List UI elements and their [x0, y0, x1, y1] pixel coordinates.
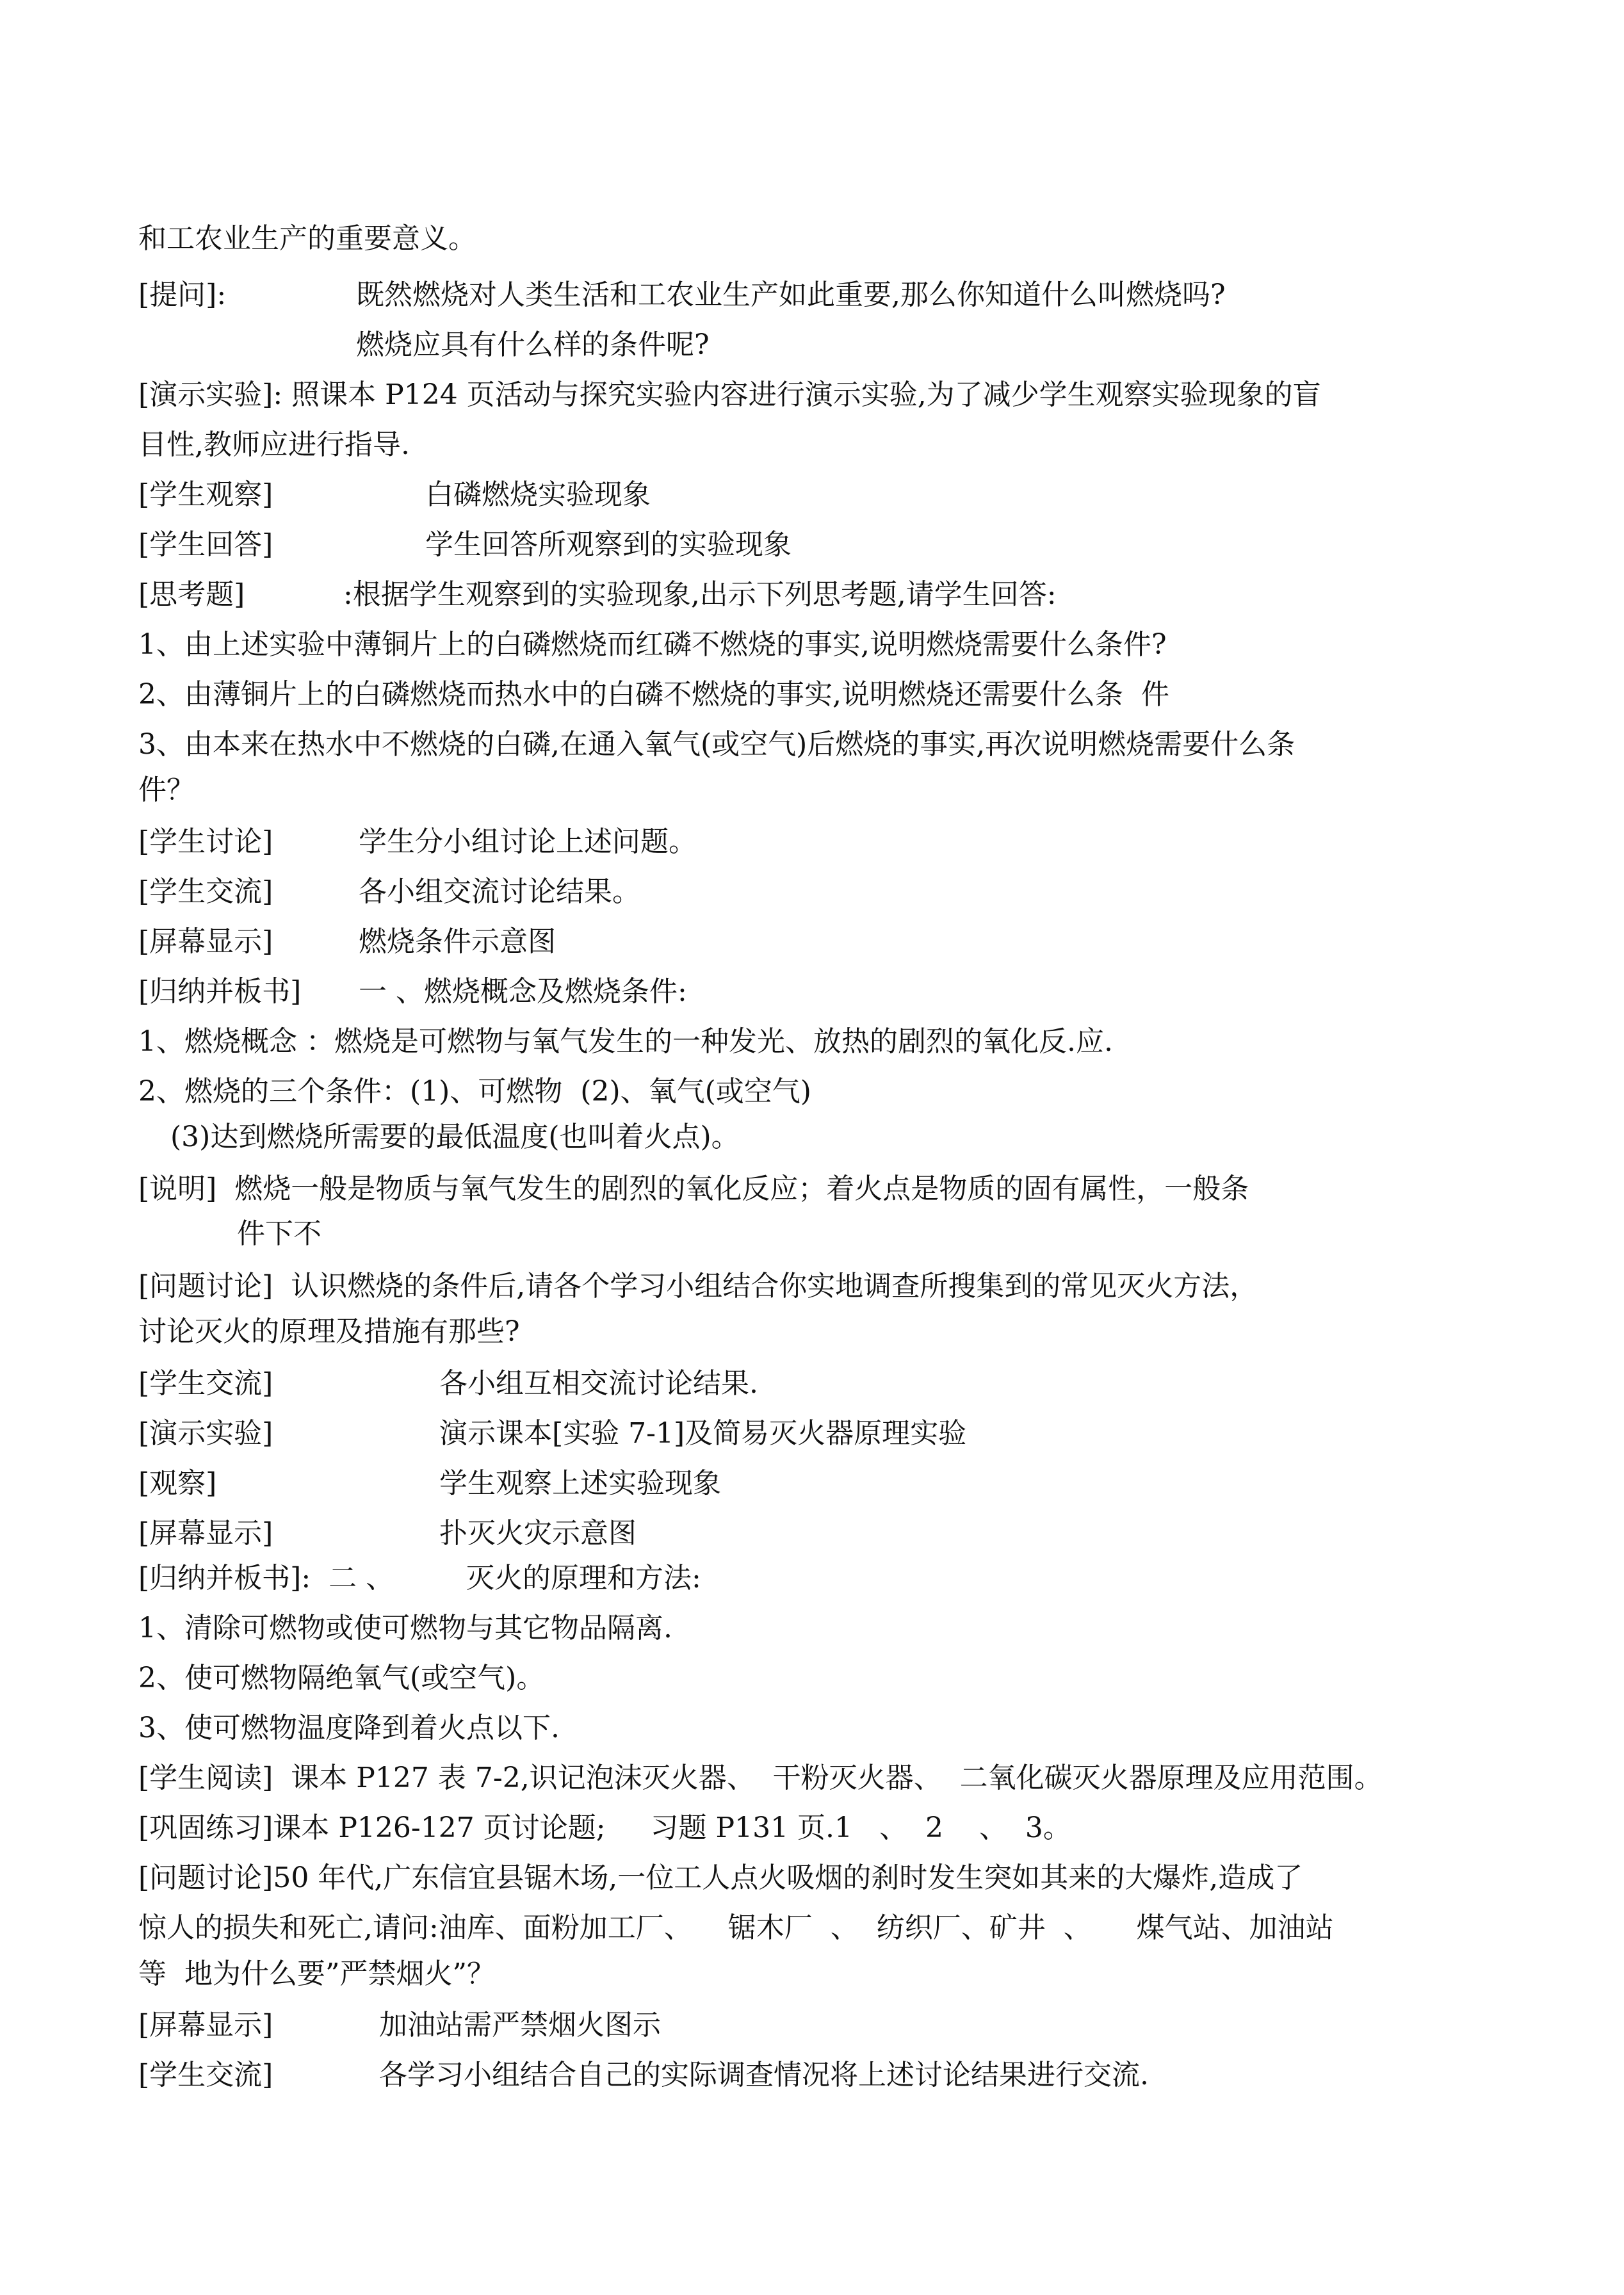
label-screen-display: [屏幕显示]: [138, 2009, 273, 2041]
text-line: 各小组交流讨论结果。: [359, 875, 640, 908]
label-student-answer: [学生回答]: [138, 528, 273, 561]
label-screen-display: [屏幕显示]: [138, 925, 273, 958]
text-line: [巩固练习]课本 P126-127 页讨论题; 习题 P131 页.1 、 2 、 3。: [138, 1812, 1071, 1844]
label-student-exchange: [学生交流]: [138, 2059, 273, 2091]
label-student-exchange: [学生交流]: [138, 875, 273, 908]
text-line: [说明] 燃烧一般是物质与氧气发生的剧烈的氧化反应；着火点是物质的固有属性，一般条: [138, 1172, 1249, 1205]
label-observe: [观察]: [138, 1467, 217, 1500]
text-line: 1、燃烧概念 ：燃烧是可燃物与氧气发生的一种发光、放热的剧烈的氧化反.应.: [138, 1025, 1113, 1058]
section-heading: 一 、燃烧概念及燃烧条件:: [359, 975, 687, 1008]
text-line: 件下不: [237, 1217, 321, 1250]
label-student-observe: [学生观察]: [138, 478, 273, 511]
text-line: 讨论灭火的原理及措施有那些?: [138, 1315, 520, 1348]
text-line: 学生观察上述实验现象: [439, 1467, 721, 1500]
text-line: 和工农业生产的重要意义。: [138, 222, 476, 255]
text-line: 燃烧应具有什么样的条件呢?: [356, 328, 710, 361]
label-screen-display: [屏幕显示]: [138, 1517, 273, 1550]
text-line: [问题讨论] 认识燃烧的条件后,请各个学习小组结合你实地调查所搜集到的常见灭火方法，: [138, 1270, 1258, 1302]
text-line: 学生分小组讨论上述问题。: [359, 825, 697, 858]
text-line: 1、清除可燃物或使可燃物与其它物品隔离.: [138, 1612, 672, 1644]
text-line: 目性,教师应进行指导.: [138, 428, 410, 461]
label-student-discuss: [学生讨论]: [138, 825, 273, 858]
text-line: 2、燃烧的三个条件：(1)、可燃物 (2)、氧气(或空气): [138, 1075, 811, 1108]
label-summary: [归纳并板书]: [138, 975, 302, 1008]
text-line: 学生回答所观察到的实验现象: [425, 528, 792, 561]
text-line: 2、由薄铜片上的白磷燃烧而热水中的白磷不燃烧的事实,说明燃烧还需要什么条 件: [138, 678, 1169, 711]
text-line: 白磷燃烧实验现象: [425, 478, 651, 511]
label-summary: [归纳并板书]: 二 、: [138, 1562, 394, 1594]
label-question: [提问]:: [138, 279, 227, 311]
text-line: [学生阅读] 课本 P127 表 7-2,识记泡沫灭火器、 干粉灭火器、 二氧化碳灭火器原理及应用范围。: [138, 1762, 1383, 1794]
text-line: 等 地为什么要”严禁烟火”？: [138, 1958, 495, 1990]
text-line: :根据学生观察到的实验现象,出示下列思考题,请学生回答:: [343, 578, 1057, 611]
text-line: 件？: [138, 774, 195, 806]
text-line: 1、由上述实验中薄铜片上的白磷燃烧而红磷不燃烧的事实,说明燃烧需要什么条件?: [138, 628, 1167, 661]
text-line: [问题讨论]50 年代,广东信宜县锯木场,一位工人点火吸烟的刹时发生突如其来的大爆炸,造成了: [138, 1861, 1303, 1894]
label-thinking: [思考题]: [138, 578, 245, 611]
text-line: 3、由本来在热水中不燃烧的白磷,在通入氧气(或空气)后燃烧的事实,再次说明燃烧需要什么条: [138, 728, 1295, 761]
section-heading: 灭火的原理和方法:: [466, 1562, 701, 1594]
text-line: 3、使可燃物温度降到着火点以下.: [138, 1712, 560, 1744]
text-line: 扑灭火灾示意图: [439, 1517, 637, 1550]
text-line: 演示课本[实验 7-1]及简易灭火器原理实验: [439, 1417, 967, 1450]
text-line: 加油站需严禁烟火图示: [379, 2009, 661, 2041]
text-line: 燃烧条件示意图: [359, 925, 556, 958]
text-line: 2、使可燃物隔绝氧气(或空气)。: [138, 1662, 545, 1694]
text-line: 各学习小组结合自己的实际调查情况将上述讨论结果进行交流.: [379, 2059, 1149, 2091]
text-line: 惊人的损失和死亡,请问:油库、面粉加工厂、 锯木厂 、 纺织厂、矿井 、 煤气站、加油站: [138, 1911, 1334, 1944]
text-line: [演示实验]: 照课本 P124 页活动与探究实验内容进行演示实验,为了减少学生观察实验现象的盲: [138, 378, 1321, 411]
label-student-exchange: [学生交流]: [138, 1367, 273, 1400]
text-line: 既然燃烧对人类生活和工农业生产如此重要,那么你知道什么叫燃烧吗?: [356, 279, 1226, 311]
text-line: 各小组互相交流讨论结果.: [439, 1367, 758, 1400]
label-demo-experiment: [演示实验]: [138, 1417, 273, 1450]
text-line: (3)达到燃烧所需要的最低温度(也叫着火点)。: [170, 1121, 740, 1153]
